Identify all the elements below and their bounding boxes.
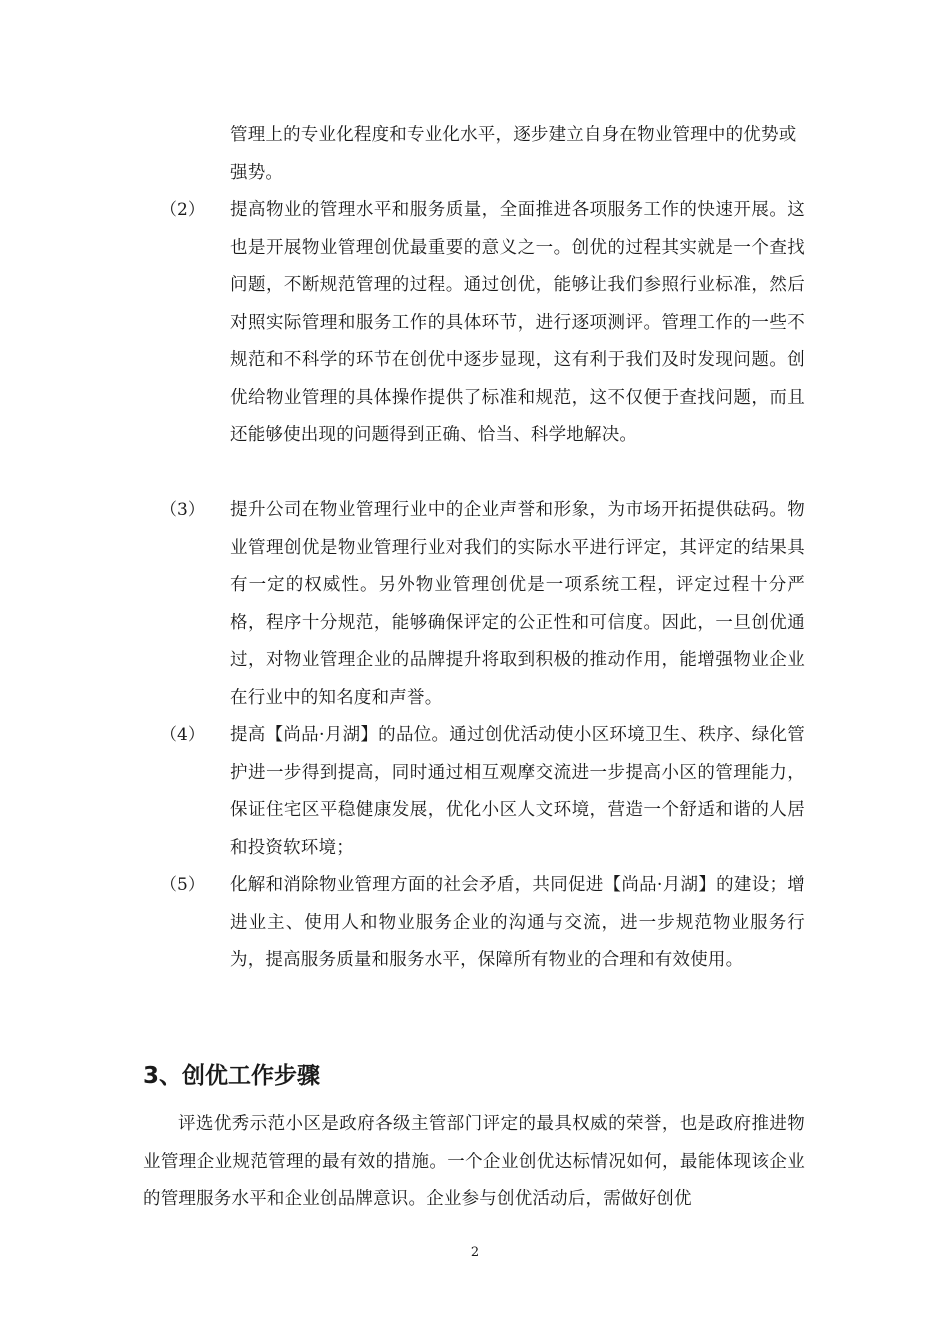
list-item-number: （3）: [160, 500, 205, 520]
list-item-number: （5）: [160, 875, 205, 895]
list-item-text: 提升公司在物业管理行业中的企业声誉和形象，为市场开拓提供砝码。物业管理创优是物业管理行业对我们的实际水平进行评定，其评定的结果具有一定的权威性。另外物业管理创优是一项系统工程，评定过程十分严格，程序十分规范，能够确保评定的公正性和可信度。因此，一旦创优通过，对物业管理企业的品牌提升将取到积极的推动作用，能增强物业企业在行业中的知名度和声誉。: [230, 500, 805, 708]
list-item-text: 化解和消除物业管理方面的社会矛盾，共同促进【尚品·月湖】的建设；增进业主、使用人和物业服务企业的沟通与交流，进一步规范物业服务行为，提高服务质量和服务水平，保障所有物业的合理和有效使用。: [230, 875, 805, 970]
section-heading: 3、创优工作步骤: [143, 1063, 321, 1089]
list-item-text: 提高物业的管理水平和服务质量，全面推进各项服务工作的快速开展。这也是开展物业管理创优最重要的意义之一。创优的过程其实就是一个查找问题，不断规范管理的过程。通过创优，能够让我们参照行业标准，然后对照实际管理和服务工作的具体环节，进行逐项测评。管理工作的一些不规范和不科学的环节在创优中逐步显现，这有利于我们及时发现问题。创优给物业管理的具体操作提供了标准和规范，这不仅便于查找问题，而且还能够使出现的问题得到正确、恰当、科学地解决。: [230, 200, 805, 445]
list-item-text: 提高【尚品·月湖】的品位。通过创优活动使小区环境卫生、秩序、绿化管护进一步得到提高，同时通过相互观摩交流进一步提高小区的管理能力，保证住宅区平稳健康发展，优化小区人文环境，营造一个舒适和谐的人居和投资软环境；: [230, 725, 805, 858]
body-paragraph: 评选优秀示范小区是政府各级主管部门评定的最具权威的荣誉，也是政府推进物业管理企业规范管理的最有效的措施。一个企业创优达标情况如何，最能体现该企业的管理服务水平和企业创品牌意识。企业参与创优活动后，需做好创优: [143, 1114, 805, 1209]
continuation-text: 管理上的专业化程度和专业化水平，逐步建立自身在物业管理中的优势或强势。: [230, 125, 797, 183]
page-number: 2: [470, 1245, 480, 1260]
list-item-number: （2）: [160, 200, 205, 220]
list-item-number: （4）: [160, 725, 205, 745]
